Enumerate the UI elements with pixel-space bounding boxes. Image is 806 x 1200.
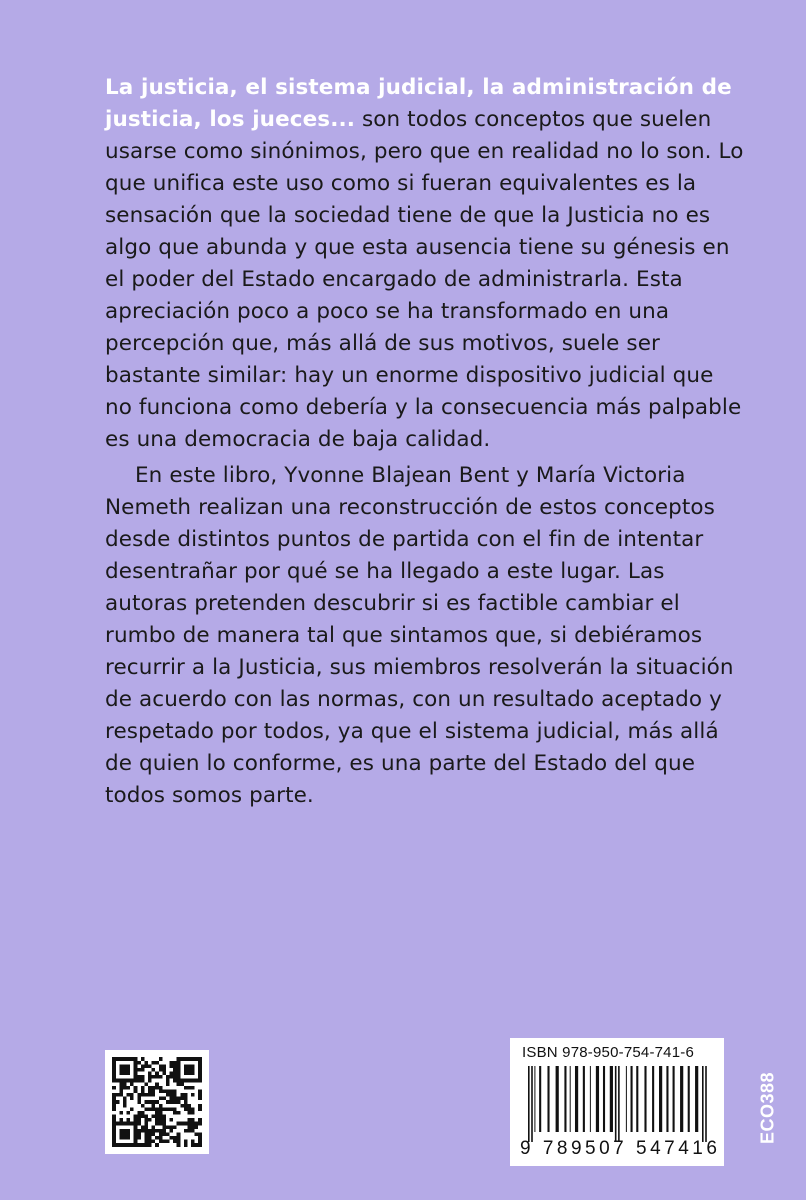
blurb-paragraph-1 [105,72,745,456]
qr-code-icon [105,1050,209,1154]
blurb-paragraph-2: En este libro, Yvonne Blajean Bent y María Victoria Nemeth realizan una reconstrucción de estos conceptos desde distintos puntos de partida con el fin de intentar desentrañar por qué se ha llegado a este lugar. Las autoras pretenden descubrir si es factible cambiar el rumbo de manera tal que sintamos que, si debiéramos recurrir a la Justicia, sus miembros resolverán la situación de acuerdo con las normas, con un resultado aceptado y respetado por todos, ya que el sistema judicial, más allá de quien lo conforme, es una parte del Estado del que todos somos parte. [105,463,734,808]
ean-digits: 9 789507 547416 [520,1138,721,1159]
blurb-paragraph-1-text: son todos conceptos que suelen usarse como sinónimos, pero que en realidad no lo son. Lo que unifica este uso como si fueran equivalentes es la sensación que la sociedad tiene de que la Justicia no es algo que abunda y que esta ausencia tiene su génesis en el poder del Estado encargado de administrarla. Esta apreciación poco a poco se ha transformado en una percepción que, más allá de sus motivos, suele ser bastante similar: hay un enorme dispositivo judicial que no funciona como debería y la consecuencia más palpable es una democracia de baja calidad. [105,107,744,452]
back-cover-blurb [105,72,745,812]
barcode-bars [520,1066,714,1142]
series-code: ECO388 [757,1071,778,1145]
blurb-lead-bold: La justicia, el sistema judicial, la administración de justicia, los jueces... [105,75,732,132]
isbn-label: ISBN 978-950-754-741-6 [522,1044,695,1061]
barcode-icon [510,1038,724,1166]
